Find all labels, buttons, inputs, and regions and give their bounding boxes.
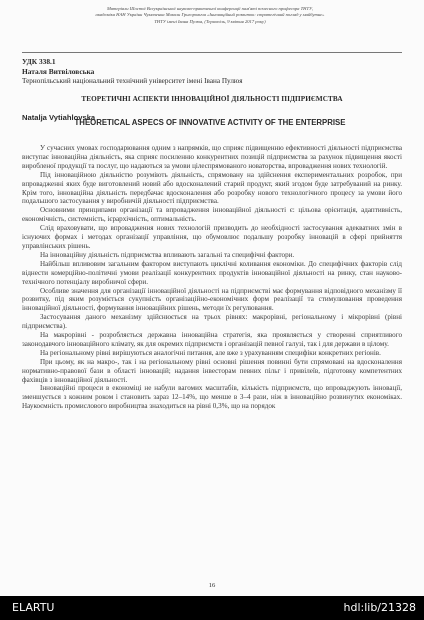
body-paragraph: На регіональному рівні вирішуються аналогічні питання, але вже з урахуванням специфіки конкретних регіонів. xyxy=(40,348,381,357)
header-line: Матеріали Шостої Всеукраїнської науково-практичної конференції пам'яті почесного професора ТНТУ, xyxy=(106,6,314,11)
author-name-en: Natalja Vytiahlovska xyxy=(22,113,96,122)
body-paragraph: При цьому, як на макро-, так і на регіональному рівні основні рішення повинні бути спрямовані на вдосконалення нормативно-правової бази в області інновацій; надання інвесторам певних пільг і привілеїв, підготовку компетентних фахівців з інноваційної діяльності. xyxy=(22,357,402,384)
conference-header xyxy=(60,6,360,25)
body-paragraph: На інноваційну діяльність підприємства впливають загальні та специфічні фактори. xyxy=(40,250,295,259)
header-line: академіка НАН України Чумаченка Миколи Григоровича «Інноваційний розвиток: стратегічний погляд у майбутнє» xyxy=(95,12,325,18)
paper-title-ua: ТЕОРЕТИЧНІ АСПЕКТИ ІННОВАЦІЙНОЇ ДІЯЛЬНОСТІ ПІДПРИЄМСТВА xyxy=(81,95,343,103)
body-paragraph: Особливе значення для організації інноваційної діяльності на підприємстві має формування відповідного механізму її розвитку, під яким розуміється сукупність організаційно-економічних форм реалізації та стимулювання проведення інноваційної діяльності, формування інноваційних рішень, методи їх регулювання. xyxy=(22,286,402,313)
body-paragraph: У сучасних умовах господарювання одним з напрямків, що сприяє підвищенню ефективності діяльності підприємства виступає інноваційна діяльність, яка сприяє посиленню конкурентних позицій підприємства за рахунок підвищення якості виробленої продукції та послуг, що надаються за умови цілеспрямованого новаторства, впровадження нових технологій. xyxy=(22,144,402,170)
author-name: Наталя Витвіловська xyxy=(22,67,95,76)
repository-footer xyxy=(0,596,424,620)
body-paragraph: Застосування даного механізму здійснюється на трьох рівнях: макрорівні, регіональному і мікрорівні (рівні підприємства). xyxy=(22,313,402,331)
udc-code: УДК 338.1 xyxy=(22,57,56,66)
paper-body xyxy=(22,144,402,411)
page-number: 16 xyxy=(208,582,216,589)
body-paragraph: Слід враховувати, що впровадження нових технологій призводить до необхідності застосування адекватних змін в існуючих формах і методах організації управління, що обумовлює подальшу розробку інновацій в сфері прийняття управлінських рішень. xyxy=(22,224,402,250)
body-paragraph: Під інноваційною діяльністю розуміють діяльність, спрямовану на здійснення експериментальних розробок, при впровадженні яких буде виготовлений новий або вдосконалений старий продукт, який згодом буде затребуваний на ринку. Крім того, інноваційна діяльність передбачає вдосконалення або розробку нового технологічного процесу за умови його подальшого застосування у виробничій діяльності підприємства. xyxy=(22,170,402,206)
author-affiliation: Тернопільський національний технічний університет імені Івана Пулюя xyxy=(22,77,243,85)
body-paragraph: Основними принципами організації та впровадження інноваційної діяльності є: цільова орієнтація, адаптивність, економічність, системність, ієрархічність, оптимальність. xyxy=(22,206,402,224)
header-line: ТНТУ імені Івана Пулюя, (Тернопіль, 9 квітня 2017 року) xyxy=(154,18,266,24)
handle-id: hdl:lib/21328 xyxy=(343,601,416,614)
body-paragraph: На макрорівні - розробляється державна інноваційна стратегія, яка проявляється у створенні сприятливого законодавчого інноваційного клімату, як для окремих підприємств і організацій певної галузі, так і для держави в цілому. xyxy=(22,331,402,348)
paper-title-en: THEORETICAL ASPECS OF INNOVATIVE ACTIVITY OF THE ENTERPRISE xyxy=(74,118,346,127)
repository-name: ELARTU xyxy=(12,601,55,614)
header-divider xyxy=(22,52,402,53)
body-paragraph: Найбільш впливовим загальним фактором виступають циклічні коливання економіки. До специфічних факторів слід віднести комерційно-політичні умови реалізації конкурентних продуктів інноваційної діяльності на ринку, стан науково-технічного потенціалу виробничої сфери. xyxy=(22,259,402,286)
body-paragraph: Інноваційні процеси в економіці не набули вагомих масштабів, кількість підприємств, що впроваджують інновації, зменшується з кожним роком і становить зараз 12–14%, що менше в 3–4 рази, ніж в інноваційно розвинутих економіках. Наукоємність промислового виробництва знаходиться на рівні 0,3%, що на порядок xyxy=(22,384,402,411)
